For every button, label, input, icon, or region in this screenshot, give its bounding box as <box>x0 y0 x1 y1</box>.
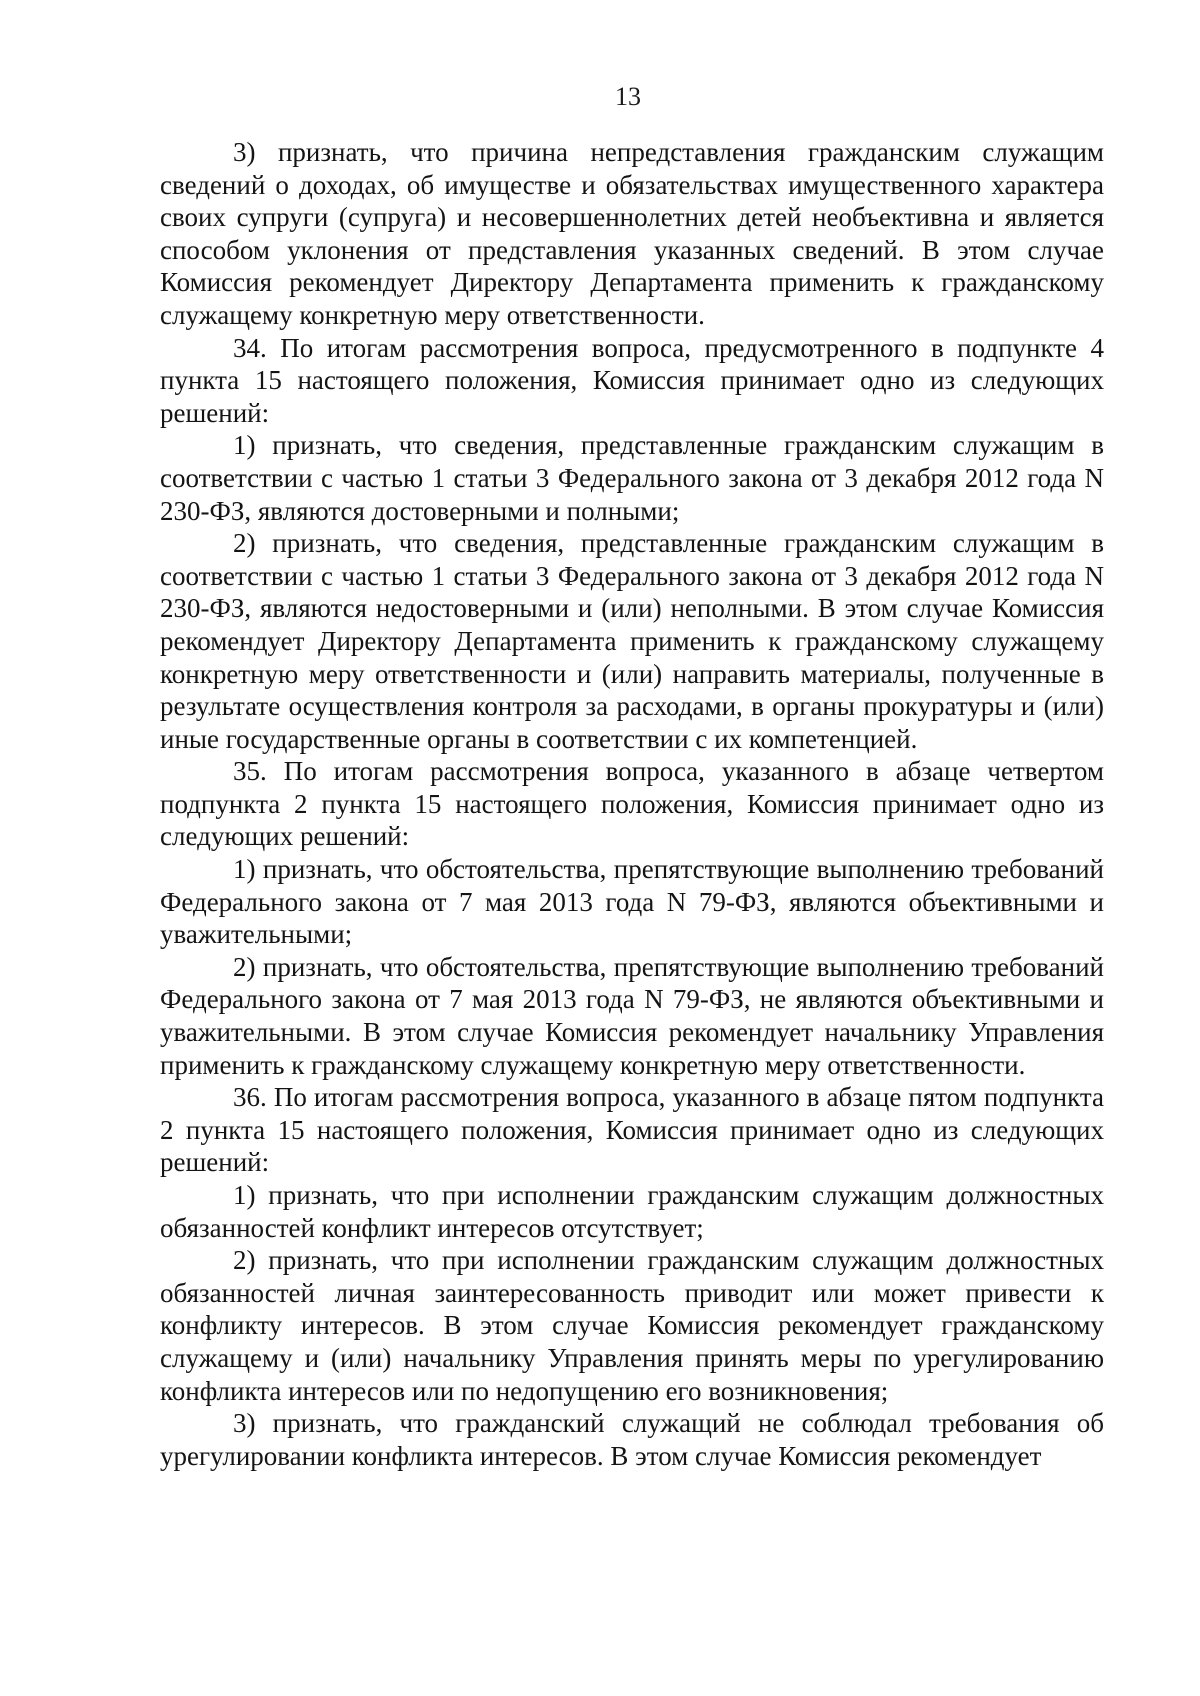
document-body <box>160 136 1104 1472</box>
paragraph-35-item-1: 1) признать, что обстоятельства, препятствующие выполнению требований Федерального закона от 7 мая 2013 года N 79-ФЗ, являются объективными и уважительными; <box>160 854 1104 950</box>
paragraph-34: 34. По итогам рассмотрения вопроса, предусмотренного в подпункте 4 пункта 15 настоящего положения, Комиссия принимает одно из следующих решений: <box>160 332 1104 428</box>
paragraph-34-item-1: 1) признать, что сведения, представленные гражданским служащим в соответствии с частью 1 статьи 3 Федерального закона от 3 декабря 2012 года N 230-ФЗ, являются достоверными и полными; <box>160 430 1104 526</box>
paragraph-35-item-2: 2) признать, что обстоятельства, препятствующие выполнению требований Федерального закона от 7 мая 2013 года N 79-ФЗ, не являются объективными и уважительными. В этом случае Комиссия рекомендует начальнику Управления применить к гражданскому служащему конкретную меру ответственности. <box>160 951 1104 1080</box>
paragraph-36: 36. По итогам рассмотрения вопроса, указанного в абзаце пятом подпункта 2 пункта 15 настоящего положения, Комиссия принимает одно из следующих решений: <box>160 1082 1104 1178</box>
page-number: 13 <box>615 82 641 111</box>
paragraph-36-item-3: 3) признать, что гражданский служащий не соблюдал требования об урегулировании конфликта интересов. В этом случае Комиссия рекомендует <box>160 1408 1104 1471</box>
paragraph-36-item-2: 2) признать, что при исполнении гражданским служащим должностных обязанностей личная заинтересованность приводит или может привести к конфликту интересов. В этом случае Комиссия рекомендует гражданскому служащему и (или) начальнику Управления принять меры по урегулированию конфликта интересов или по недопущению его возникновения; <box>160 1245 1104 1406</box>
paragraph-35: 35. По итогам рассмотрения вопроса, указанного в абзаце четвертом подпункта 2 пункта 15 настоящего положения, Комиссия принимает одно из следующих решений: <box>160 756 1104 852</box>
paragraph-36-item-1: 1) признать, что при исполнении гражданским служащим должностных обязанностей конфликт интересов отсутствует; <box>160 1180 1104 1243</box>
paragraph-33-item-3: 3) признать, что причина непредставления гражданским служащим сведений о доходах, об имуществе и обязательствах имущественного характера своих супруги (супруга) и несовершеннолетних детей необъективна и является способом уклонения от представления указанных сведений. В этом случае Комиссия рекомендует Директору Департамента применить к гражданскому служащему конкретную меру ответственности. <box>160 137 1104 330</box>
paragraph-34-item-2: 2) признать, что сведения, представленные гражданским служащим в соответствии с частью 1 статьи 3 Федерального закона от 3 декабря 2012 года N 230-ФЗ, являются недостоверными и (или) неполными. В этом случае Комиссия рекомендует Директору Департамента применить к гражданскому служащему конкретную меру ответственности и (или) направить материалы, полученные в результате осуществления контроля за расходами, в органы прокуратуры и (или) иные государственные органы в соответствии с их компетенцией. <box>160 528 1104 754</box>
